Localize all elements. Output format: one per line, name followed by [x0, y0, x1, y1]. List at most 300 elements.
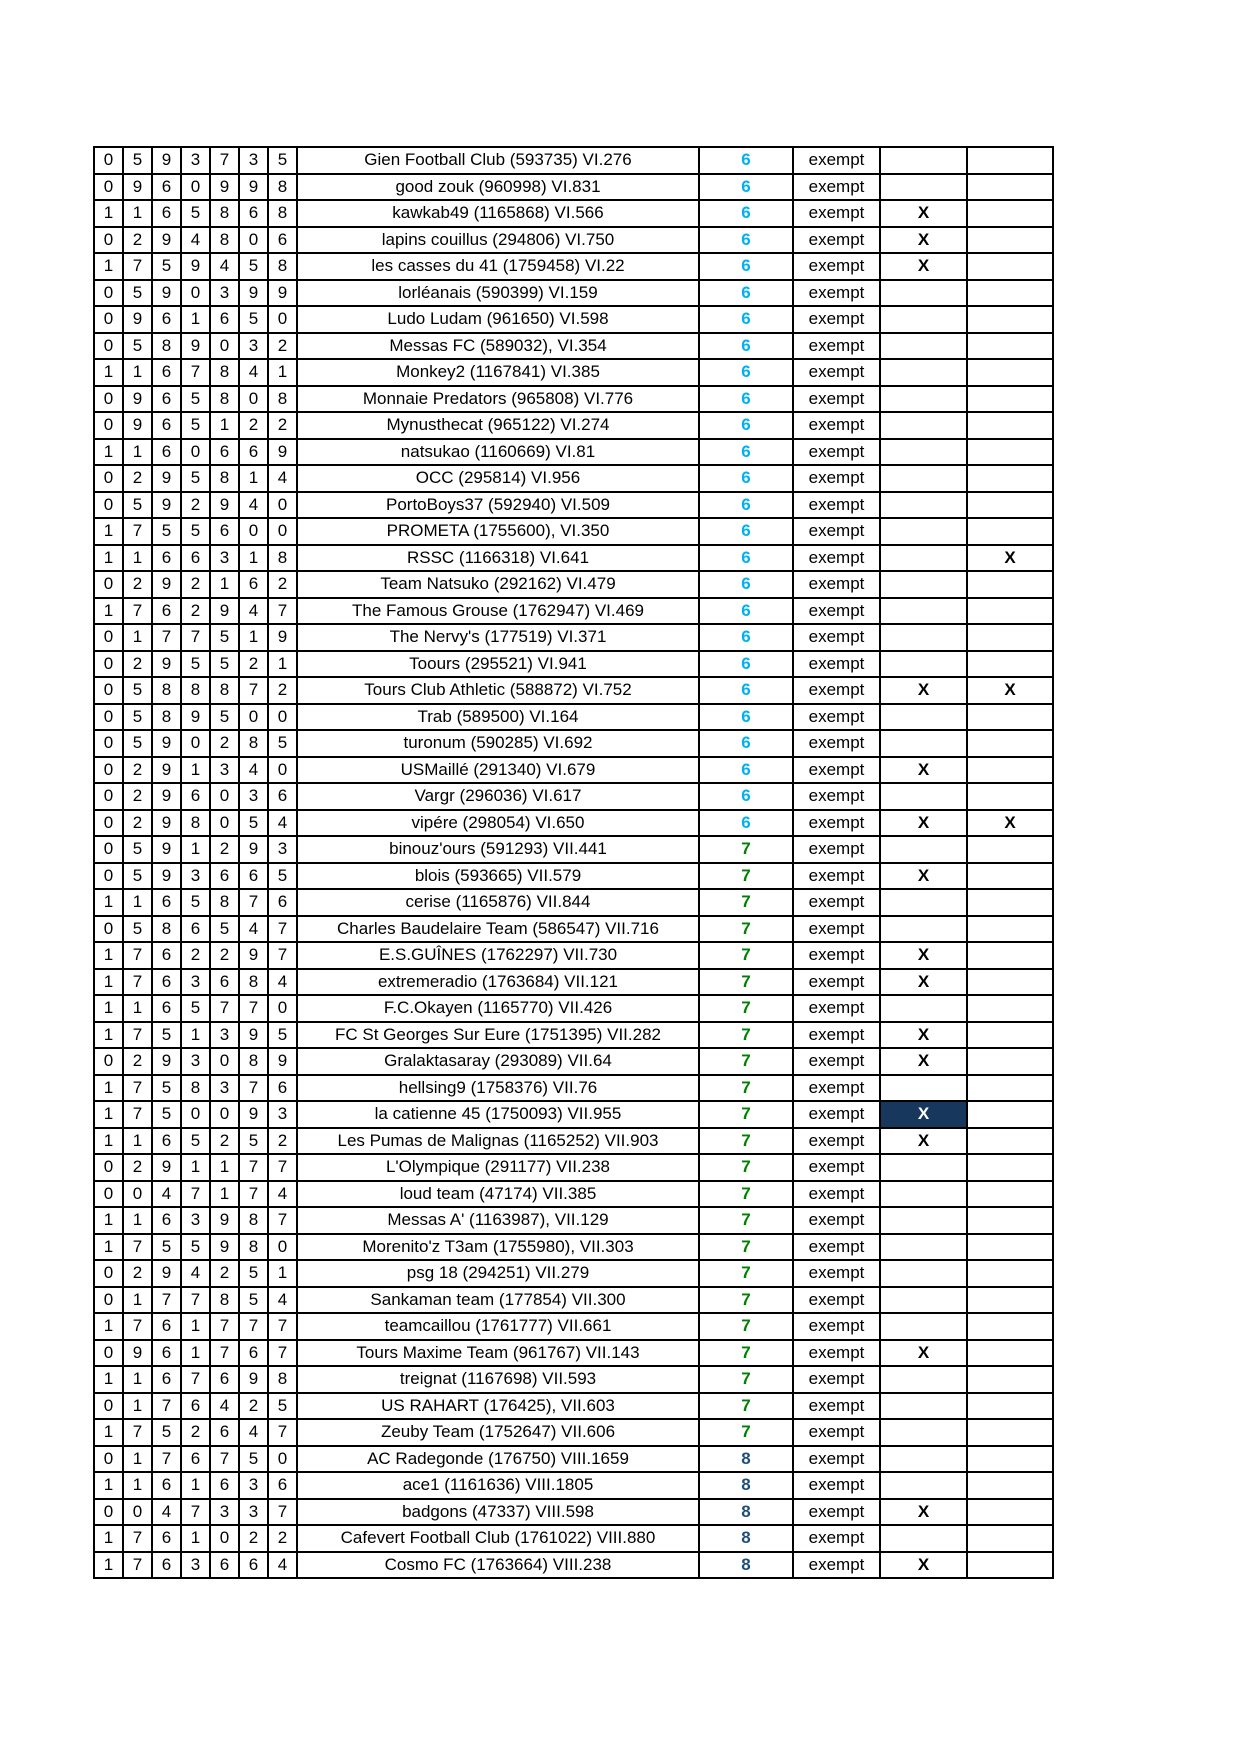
id-digit-cell: 3 — [210, 1499, 239, 1526]
mark-cell-2 — [967, 518, 1053, 545]
id-digit-cell: 8 — [152, 677, 181, 704]
id-digit-cell: 3 — [181, 969, 210, 996]
id-digit-cell: 0 — [210, 1525, 239, 1552]
mark-cell-1: X — [880, 1340, 967, 1367]
id-digit-cell: 9 — [123, 386, 152, 413]
id-digit-cell: 0 — [268, 704, 297, 731]
id-digit-cell: 9 — [152, 147, 181, 174]
mark-cell-2 — [967, 492, 1053, 519]
division-level-cell: 6 — [699, 492, 793, 519]
team-name-cell: Ludo Ludam (961650) VI.598 — [297, 306, 699, 333]
mark-cell-2 — [967, 1101, 1053, 1128]
division-level-cell: 7 — [699, 863, 793, 890]
id-digit-cell: 2 — [210, 1260, 239, 1287]
id-digit-cell: 2 — [268, 677, 297, 704]
id-digit-cell: 4 — [210, 1393, 239, 1420]
id-digit-cell: 9 — [152, 492, 181, 519]
mark-cell-1 — [880, 1472, 967, 1499]
id-digit-cell: 5 — [239, 1446, 268, 1473]
team-name-cell: L'Olympique (291177) VII.238 — [297, 1154, 699, 1181]
exempt-status-cell: exempt — [793, 412, 880, 439]
id-digit-cell: 5 — [181, 518, 210, 545]
exempt-status-cell: exempt — [793, 253, 880, 280]
division-level-cell: 6 — [699, 306, 793, 333]
mark-cell-2 — [967, 1419, 1053, 1446]
division-level-cell: 7 — [699, 1393, 793, 1420]
division-level-cell: 6 — [699, 598, 793, 625]
id-digit-cell: 3 — [181, 1048, 210, 1075]
table-row — [94, 253, 1053, 280]
team-name-cell: USMaillé (291340) VI.679 — [297, 757, 699, 784]
id-digit-cell: 3 — [181, 147, 210, 174]
team-name-cell: Morenito'z T3am (1755980), VII.303 — [297, 1234, 699, 1261]
team-name-cell: RSSC (1166318) VI.641 — [297, 545, 699, 572]
id-digit-cell: 1 — [181, 1340, 210, 1367]
table-row — [94, 147, 1053, 174]
table-row — [94, 757, 1053, 784]
mark-cell-2 — [967, 386, 1053, 413]
division-level-cell: 6 — [699, 704, 793, 731]
id-digit-cell: 8 — [210, 677, 239, 704]
table-row — [94, 306, 1053, 333]
id-digit-cell: 3 — [239, 147, 268, 174]
team-name-cell: la catienne 45 (1750093) VII.955 — [297, 1101, 699, 1128]
mark-cell-1: X — [880, 253, 967, 280]
id-digit-cell: 5 — [123, 677, 152, 704]
id-digit-cell: 9 — [210, 1207, 239, 1234]
id-digit-cell: 6 — [210, 1366, 239, 1393]
id-digit-cell: 2 — [123, 783, 152, 810]
division-level-cell: 6 — [699, 174, 793, 201]
id-digit-cell: 5 — [268, 1393, 297, 1420]
id-digit-cell: 5 — [123, 836, 152, 863]
table-row — [94, 492, 1053, 519]
division-level-cell: 7 — [699, 1022, 793, 1049]
id-digit-cell: 6 — [152, 1313, 181, 1340]
id-digit-cell: 3 — [210, 1075, 239, 1102]
id-digit-cell: 7 — [123, 1101, 152, 1128]
id-digit-cell: 1 — [123, 1128, 152, 1155]
division-level-cell: 6 — [699, 386, 793, 413]
division-level-cell: 6 — [699, 200, 793, 227]
id-digit-cell: 9 — [152, 783, 181, 810]
selected-mark-cell: X — [880, 1101, 967, 1128]
id-digit-cell: 0 — [268, 1234, 297, 1261]
id-digit-cell: 1 — [239, 465, 268, 492]
id-digit-cell: 1 — [268, 359, 297, 386]
id-digit-cell: 5 — [181, 995, 210, 1022]
id-digit-cell: 9 — [210, 598, 239, 625]
team-name-cell: The Famous Grouse (1762947) VI.469 — [297, 598, 699, 625]
mark-cell-2 — [967, 439, 1053, 466]
division-level-cell: 7 — [699, 1101, 793, 1128]
id-digit-cell: 9 — [123, 174, 152, 201]
id-digit-cell: 9 — [152, 730, 181, 757]
mark-cell-1 — [880, 730, 967, 757]
id-digit-cell: 2 — [123, 757, 152, 784]
id-digit-cell: 0 — [94, 677, 123, 704]
id-digit-cell: 1 — [123, 1446, 152, 1473]
id-digit-cell: 8 — [268, 174, 297, 201]
mark-cell-1 — [880, 147, 967, 174]
id-digit-cell: 1 — [94, 1313, 123, 1340]
id-digit-cell: 8 — [268, 253, 297, 280]
table-row — [94, 598, 1053, 625]
id-digit-cell: 0 — [94, 1499, 123, 1526]
id-digit-cell: 4 — [268, 1552, 297, 1579]
id-digit-cell: 6 — [210, 969, 239, 996]
mark-cell-1 — [880, 174, 967, 201]
exempt-status-cell: exempt — [793, 916, 880, 943]
table-row — [94, 704, 1053, 731]
id-digit-cell: 5 — [181, 412, 210, 439]
id-digit-cell: 4 — [268, 465, 297, 492]
division-level-cell: 7 — [699, 1234, 793, 1261]
id-digit-cell: 7 — [123, 1552, 152, 1579]
id-digit-cell: 1 — [94, 1207, 123, 1234]
exempt-status-cell: exempt — [793, 359, 880, 386]
exempt-status-cell: exempt — [793, 1022, 880, 1049]
id-digit-cell: 6 — [268, 227, 297, 254]
id-digit-cell: 5 — [152, 1075, 181, 1102]
id-digit-cell: 9 — [268, 624, 297, 651]
table-row — [94, 1022, 1053, 1049]
id-digit-cell: 9 — [152, 810, 181, 837]
exempt-status-cell: exempt — [793, 227, 880, 254]
id-digit-cell: 0 — [94, 757, 123, 784]
id-digit-cell: 6 — [152, 174, 181, 201]
team-name-cell: Cafevert Football Club (1761022) VIII.880 — [297, 1525, 699, 1552]
exempt-status-cell: exempt — [793, 783, 880, 810]
id-digit-cell: 1 — [94, 359, 123, 386]
table-row — [94, 1048, 1053, 1075]
id-digit-cell: 4 — [239, 492, 268, 519]
id-digit-cell: 7 — [210, 147, 239, 174]
id-digit-cell: 9 — [239, 280, 268, 307]
id-digit-cell: 6 — [152, 412, 181, 439]
id-digit-cell: 8 — [152, 704, 181, 731]
id-digit-cell: 9 — [239, 1366, 268, 1393]
id-digit-cell: 8 — [268, 1366, 297, 1393]
division-level-cell: 6 — [699, 624, 793, 651]
id-digit-cell: 5 — [210, 624, 239, 651]
mark-cell-2 — [967, 359, 1053, 386]
id-digit-cell: 1 — [123, 624, 152, 651]
team-name-cell: binouz'ours (591293) VII.441 — [297, 836, 699, 863]
id-digit-cell: 6 — [152, 359, 181, 386]
mark-cell-2 — [967, 1340, 1053, 1367]
mark-cell-1: X — [880, 1128, 967, 1155]
id-digit-cell: 5 — [152, 518, 181, 545]
id-digit-cell: 1 — [181, 1154, 210, 1181]
mark-cell-1: X — [880, 227, 967, 254]
id-digit-cell: 5 — [181, 465, 210, 492]
id-digit-cell: 0 — [94, 1048, 123, 1075]
mark-cell-1 — [880, 518, 967, 545]
id-digit-cell: 6 — [268, 783, 297, 810]
id-digit-cell: 1 — [94, 1366, 123, 1393]
division-level-cell: 7 — [699, 995, 793, 1022]
exempt-status-cell: exempt — [793, 1287, 880, 1314]
id-digit-cell: 3 — [181, 863, 210, 890]
id-digit-cell: 8 — [210, 1287, 239, 1314]
id-digit-cell: 7 — [123, 1313, 152, 1340]
id-digit-cell: 6 — [181, 1446, 210, 1473]
id-digit-cell: 5 — [268, 730, 297, 757]
mark-cell-1: X — [880, 1552, 967, 1579]
table-row — [94, 227, 1053, 254]
id-digit-cell: 7 — [239, 677, 268, 704]
id-digit-cell: 5 — [123, 863, 152, 890]
id-digit-cell: 3 — [210, 757, 239, 784]
mark-cell-2 — [967, 598, 1053, 625]
exempt-status-cell: exempt — [793, 174, 880, 201]
id-digit-cell: 6 — [239, 439, 268, 466]
team-name-cell: Charles Baudelaire Team (586547) VII.716 — [297, 916, 699, 943]
mark-cell-1 — [880, 359, 967, 386]
id-digit-cell: 6 — [152, 545, 181, 572]
mark-cell-1 — [880, 598, 967, 625]
id-digit-cell: 1 — [94, 1419, 123, 1446]
id-digit-cell: 0 — [268, 757, 297, 784]
mark-cell-1 — [880, 704, 967, 731]
id-digit-cell: 6 — [152, 889, 181, 916]
id-digit-cell: 9 — [152, 863, 181, 890]
mark-cell-1 — [880, 624, 967, 651]
id-digit-cell: 4 — [239, 598, 268, 625]
id-digit-cell: 3 — [239, 1499, 268, 1526]
mark-cell-1 — [880, 412, 967, 439]
id-digit-cell: 5 — [123, 730, 152, 757]
id-digit-cell: 0 — [181, 1101, 210, 1128]
id-digit-cell: 6 — [152, 1207, 181, 1234]
id-digit-cell: 6 — [181, 545, 210, 572]
division-level-cell: 6 — [699, 359, 793, 386]
mark-cell-2 — [967, 1154, 1053, 1181]
mark-cell-2 — [967, 1313, 1053, 1340]
id-digit-cell: 1 — [94, 200, 123, 227]
team-name-cell: lorléanais (590399) VI.159 — [297, 280, 699, 307]
table-row — [94, 836, 1053, 863]
id-digit-cell: 7 — [123, 1525, 152, 1552]
id-digit-cell: 6 — [268, 1472, 297, 1499]
mark-cell-1 — [880, 1313, 967, 1340]
mark-cell-1 — [880, 280, 967, 307]
division-level-cell: 6 — [699, 783, 793, 810]
mark-cell-2 — [967, 227, 1053, 254]
team-name-cell: les casses du 41 (1759458) VI.22 — [297, 253, 699, 280]
id-digit-cell: 4 — [210, 253, 239, 280]
id-digit-cell: 6 — [152, 1340, 181, 1367]
exempt-status-cell: exempt — [793, 1181, 880, 1208]
id-digit-cell: 9 — [210, 174, 239, 201]
table-row — [94, 1128, 1053, 1155]
id-digit-cell: 2 — [123, 465, 152, 492]
team-name-cell: US RAHART (176425), VII.603 — [297, 1393, 699, 1420]
id-digit-cell: 2 — [210, 836, 239, 863]
id-digit-cell: 4 — [268, 1287, 297, 1314]
id-digit-cell: 0 — [94, 730, 123, 757]
mark-cell-2 — [967, 783, 1053, 810]
mark-cell-1 — [880, 1260, 967, 1287]
id-digit-cell: 6 — [152, 439, 181, 466]
id-digit-cell: 6 — [152, 942, 181, 969]
id-digit-cell: 9 — [239, 1101, 268, 1128]
division-level-cell: 6 — [699, 757, 793, 784]
id-digit-cell: 4 — [152, 1499, 181, 1526]
id-digit-cell: 1 — [123, 200, 152, 227]
id-digit-cell: 7 — [181, 1366, 210, 1393]
mark-cell-1 — [880, 306, 967, 333]
id-digit-cell: 2 — [210, 942, 239, 969]
id-digit-cell: 8 — [239, 1234, 268, 1261]
table-row — [94, 1499, 1053, 1526]
team-name-cell: FC St Georges Sur Eure (1751395) VII.282 — [297, 1022, 699, 1049]
id-digit-cell: 0 — [210, 1101, 239, 1128]
id-digit-cell: 1 — [123, 359, 152, 386]
team-name-cell: lapins couillus (294806) VI.750 — [297, 227, 699, 254]
exempt-status-cell: exempt — [793, 757, 880, 784]
mark-cell-1: X — [880, 757, 967, 784]
id-digit-cell: 1 — [123, 439, 152, 466]
team-name-cell: Monkey2 (1167841) VI.385 — [297, 359, 699, 386]
id-digit-cell: 1 — [239, 624, 268, 651]
mark-cell-2 — [967, 889, 1053, 916]
id-digit-cell: 0 — [239, 227, 268, 254]
table-row — [94, 942, 1053, 969]
id-digit-cell: 1 — [94, 518, 123, 545]
id-digit-cell: 9 — [268, 439, 297, 466]
id-digit-cell: 1 — [94, 598, 123, 625]
table-row — [94, 889, 1053, 916]
mark-cell-1 — [880, 1234, 967, 1261]
id-digit-cell: 6 — [239, 1552, 268, 1579]
table-row — [94, 916, 1053, 943]
exempt-status-cell: exempt — [793, 1207, 880, 1234]
exempt-status-cell: exempt — [793, 1075, 880, 1102]
id-digit-cell: 1 — [94, 253, 123, 280]
id-digit-cell: 8 — [210, 200, 239, 227]
id-digit-cell: 2 — [268, 333, 297, 360]
team-table-body — [94, 147, 1053, 1578]
id-digit-cell: 3 — [268, 1101, 297, 1128]
exempt-status-cell: exempt — [793, 386, 880, 413]
id-digit-cell: 2 — [123, 571, 152, 598]
id-digit-cell: 0 — [94, 280, 123, 307]
team-name-cell: OCC (295814) VI.956 — [297, 465, 699, 492]
id-digit-cell: 1 — [181, 1472, 210, 1499]
id-digit-cell: 9 — [239, 942, 268, 969]
mark-cell-1: X — [880, 969, 967, 996]
id-digit-cell: 1 — [94, 1552, 123, 1579]
id-digit-cell: 4 — [239, 359, 268, 386]
id-digit-cell: 0 — [94, 465, 123, 492]
table-row — [94, 677, 1053, 704]
division-level-cell: 8 — [699, 1472, 793, 1499]
mark-cell-2 — [967, 1207, 1053, 1234]
id-digit-cell: 0 — [94, 1287, 123, 1314]
id-digit-cell: 5 — [181, 889, 210, 916]
id-digit-cell: 2 — [239, 651, 268, 678]
id-digit-cell: 9 — [152, 651, 181, 678]
id-digit-cell: 7 — [181, 1287, 210, 1314]
id-digit-cell: 1 — [123, 1472, 152, 1499]
id-digit-cell: 6 — [239, 200, 268, 227]
mark-cell-2: X — [967, 810, 1053, 837]
mark-cell-2 — [967, 200, 1053, 227]
id-digit-cell: 7 — [210, 1340, 239, 1367]
id-digit-cell: 1 — [268, 1260, 297, 1287]
mark-cell-1 — [880, 995, 967, 1022]
mark-cell-2 — [967, 412, 1053, 439]
id-digit-cell: 9 — [152, 836, 181, 863]
id-digit-cell: 0 — [94, 1260, 123, 1287]
exempt-status-cell: exempt — [793, 545, 880, 572]
id-digit-cell: 8 — [239, 969, 268, 996]
table-row — [94, 863, 1053, 890]
id-digit-cell: 9 — [152, 1260, 181, 1287]
mark-cell-2 — [967, 1366, 1053, 1393]
id-digit-cell: 9 — [123, 306, 152, 333]
id-digit-cell: 3 — [181, 1552, 210, 1579]
team-name-cell: PortoBoys37 (592940) VI.509 — [297, 492, 699, 519]
division-level-cell: 6 — [699, 280, 793, 307]
id-digit-cell: 8 — [181, 810, 210, 837]
id-digit-cell: 1 — [181, 1313, 210, 1340]
division-level-cell: 7 — [699, 1075, 793, 1102]
division-level-cell: 7 — [699, 1154, 793, 1181]
mark-cell-1 — [880, 783, 967, 810]
id-digit-cell: 7 — [210, 995, 239, 1022]
division-level-cell: 7 — [699, 969, 793, 996]
id-digit-cell: 5 — [123, 916, 152, 943]
division-level-cell: 8 — [699, 1499, 793, 1526]
team-name-cell: Trab (589500) VI.164 — [297, 704, 699, 731]
exempt-status-cell: exempt — [793, 1499, 880, 1526]
id-digit-cell: 5 — [152, 1419, 181, 1446]
id-digit-cell: 0 — [94, 306, 123, 333]
id-digit-cell: 1 — [123, 1207, 152, 1234]
team-name-cell: psg 18 (294251) VII.279 — [297, 1260, 699, 1287]
team-name-cell: turonum (590285) VI.692 — [297, 730, 699, 757]
mark-cell-1 — [880, 1393, 967, 1420]
id-digit-cell: 4 — [181, 1260, 210, 1287]
exempt-status-cell: exempt — [793, 571, 880, 598]
id-digit-cell: 4 — [152, 1181, 181, 1208]
mark-cell-2 — [967, 836, 1053, 863]
id-digit-cell: 0 — [94, 386, 123, 413]
id-digit-cell: 6 — [210, 518, 239, 545]
id-digit-cell: 0 — [210, 783, 239, 810]
id-digit-cell: 5 — [123, 704, 152, 731]
exempt-status-cell: exempt — [793, 439, 880, 466]
table-row — [94, 810, 1053, 837]
id-digit-cell: 1 — [94, 1075, 123, 1102]
division-level-cell: 8 — [699, 1525, 793, 1552]
division-level-cell: 6 — [699, 677, 793, 704]
table-row — [94, 1287, 1053, 1314]
mark-cell-2 — [967, 174, 1053, 201]
id-digit-cell: 6 — [239, 1340, 268, 1367]
exempt-status-cell: exempt — [793, 651, 880, 678]
id-digit-cell: 8 — [239, 730, 268, 757]
id-digit-cell: 0 — [268, 518, 297, 545]
exempt-status-cell: exempt — [793, 1419, 880, 1446]
id-digit-cell: 8 — [152, 916, 181, 943]
id-digit-cell: 4 — [268, 969, 297, 996]
id-digit-cell: 7 — [239, 1075, 268, 1102]
id-digit-cell: 5 — [210, 704, 239, 731]
